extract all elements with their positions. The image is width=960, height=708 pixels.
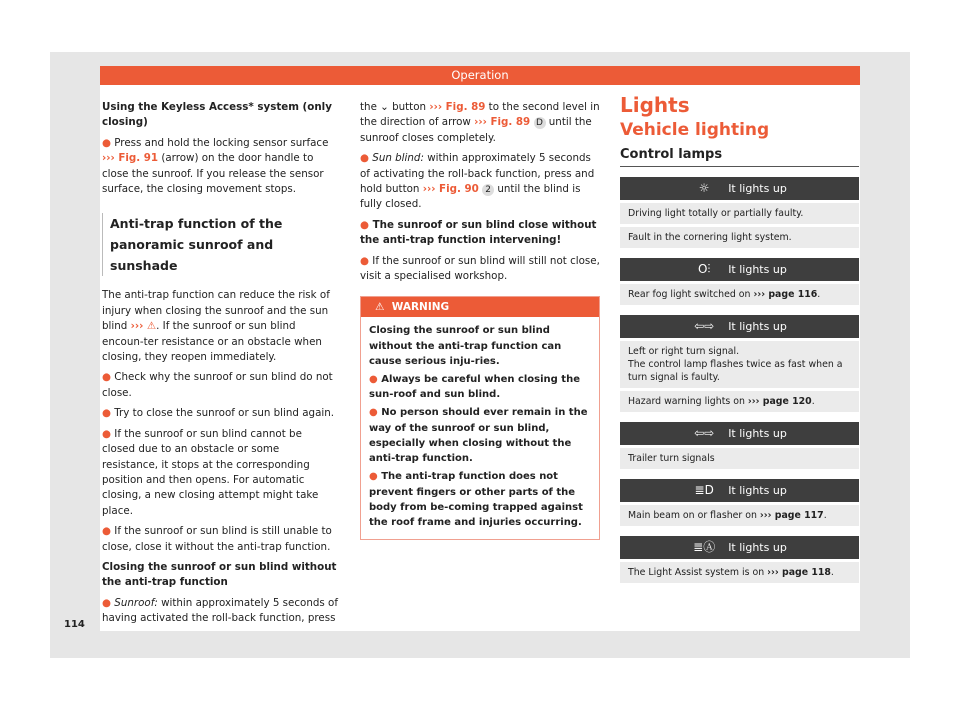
list-item: ● Check why the sunroof or sun blind do not close. <box>102 371 333 399</box>
callout-circle: 2 <box>482 184 494 196</box>
button-icon: ⌄ <box>380 101 389 113</box>
lamp-block <box>620 479 859 526</box>
lamp-row: Hazard warning lights on ››› page 120. <box>620 391 859 412</box>
list-item: ● The sunroof or sun blind close without the anti-trap function intervening! <box>360 218 597 247</box>
lamp-block <box>620 258 859 305</box>
lamp-row: Driving light totally or partially faulty. <box>620 203 859 224</box>
bullet-icon: ● <box>102 596 111 609</box>
list-item: ● If the sunroof or sun blind is still unable to close, close it without the anti-trap function. <box>102 525 332 553</box>
lamp-row: Rear fog light switched on ››› page 116. <box>620 284 859 305</box>
lamp-header: ☼ It lights up <box>620 177 859 200</box>
trailer-turn-icon: ⇦⇨ <box>694 426 715 441</box>
title-control-lamps: Control lamps <box>620 147 859 167</box>
list-item: ● Try to close the sunroof or sun blind again. <box>102 407 335 420</box>
lamp-header: ⇦⇨ It lights up <box>620 422 859 445</box>
turn-signal-icon: ⇦⇨ <box>694 319 715 334</box>
lamp-row: Main beam on or flasher on ››› page 117. <box>620 505 859 526</box>
antitrap-heading: Anti-trap function of the panoramic sunroof and sunshade <box>102 213 338 276</box>
callout-circle: D <box>534 117 546 129</box>
bullet-icon: ● <box>102 427 111 440</box>
bullet-icon: ● <box>102 136 111 149</box>
keyless-heading: Using the Keyless Access* system (only closing) <box>102 101 332 129</box>
lamp-row: Left or right turn signal. The control lamp flashes twice as fast when a turn signal is faulty. <box>620 341 859 388</box>
warning-link[interactable]: ››› ⚠ <box>130 320 157 333</box>
column-1 <box>102 100 338 632</box>
keyless-bullet: ● Press and hold the locking sensor surface ››› Fig. 91 (arrow) on the door handle to close the sunroof. If you release the sensor surface, the closing movement stops. <box>102 136 329 196</box>
bullet-icon: ● <box>102 407 111 420</box>
lamp-block <box>620 177 859 248</box>
bullet-icon: ● <box>369 407 378 419</box>
bullet-icon: ● <box>369 471 378 483</box>
list-item: ● The anti-trap function does not prevent fingers or other parts of the body from be-coming trapped against the roof frame and injuries occurring. <box>369 471 583 528</box>
main-beam-icon: ≣D <box>694 483 714 498</box>
list-item: ● No person should ever remain in the way of the sunroof or sun blind, especially when closing without the anti-trap function. <box>369 407 588 465</box>
lamp-block <box>620 536 859 583</box>
bulb-icon: ☼ <box>698 181 710 196</box>
column-2 <box>360 100 600 540</box>
bullet-icon: ● <box>360 152 369 165</box>
lamp-header: O⫶ It lights up <box>620 258 859 281</box>
bullet-icon: ● <box>102 371 111 384</box>
warning-header: ⚠ WARNING <box>361 297 599 317</box>
title-vehicle-lighting: Vehicle lighting <box>620 120 770 141</box>
title-lights: Lights <box>620 93 690 117</box>
warning-body: Closing the sunroof or sun blind without the anti-trap function can cause serious inju-ries. ● Always be careful when closing the sun-roof and sun blind. ● No person should ever remain in the way of the sunroof or sun blind, especially when closing without the anti-trap function. ● The anti-trap function does not prevent fingers or other parts of the body from be-coming trapped against the roof frame and injuries occurring. <box>361 317 599 539</box>
fig-link[interactable]: ››› Fig. 89 <box>474 116 531 129</box>
lamp-row: Fault in the cornering light system. <box>620 227 859 248</box>
section-header: Operation <box>100 66 860 85</box>
page-link[interactable]: ››› page 118 <box>767 567 831 579</box>
lamp-header: ⇦⇨ It lights up <box>620 315 859 338</box>
column-3 <box>620 93 859 583</box>
lamp-block <box>620 315 859 412</box>
page-number: 114 <box>64 619 85 630</box>
fig-link[interactable]: ››› Fig. 89 <box>429 101 486 113</box>
lamp-row: The Light Assist system is on ››› page 118. <box>620 562 859 583</box>
list-item: ● Always be careful when closing the sun-roof and sun blind. <box>369 374 580 401</box>
bullet-icon: ● <box>369 374 378 386</box>
light-assist-icon: ≣Ⓐ <box>693 540 716 555</box>
bullet-icon: ● <box>102 525 111 538</box>
lamp-header: ≣D It lights up <box>620 479 859 502</box>
rear-fog-icon: O⫶ <box>697 262 711 277</box>
warning-icon: ⚠ <box>375 301 385 314</box>
list-item: ● Sun blind: within approximately 5 seconds of activating the roll-back function, press and hold button ››› Fig. 90 2 until the blind is fully closed. <box>360 152 595 211</box>
continued-paragraph: the ⌄ button ››› Fig. 89 to the second level in the direction of arrow ››› Fig. 89 D until the sunroof closes completely. <box>360 101 600 144</box>
lamp-row: Trailer turn signals <box>620 448 859 469</box>
closing-heading: Closing the sunroof or sun blind without the anti-trap function <box>102 560 337 589</box>
page-link[interactable]: ››› page 120 <box>747 396 812 408</box>
fig-link[interactable]: ››› Fig. 91 <box>102 152 159 165</box>
fig-link[interactable]: ››› Fig. 90 <box>422 183 479 196</box>
lamp-header: ≣Ⓐ It lights up <box>620 536 859 559</box>
list-item: ● If the sunroof or sun blind cannot be closed due to an obstacle or some resistance, it stops at the corresponding position and then opens. For automatic closing, a new closing attempt might take place. <box>102 427 319 517</box>
warning-box <box>360 296 600 540</box>
bullet-icon: ● <box>360 218 369 231</box>
antitrap-intro: The anti-trap function can reduce the risk of injury when closing the sunroof and the sun blind ››› ⚠. If the sunroof or sun blind encoun-ter resistance or an obstacle when closing, they reopen immediately. <box>102 289 330 364</box>
lamp-block <box>620 422 859 469</box>
page-link[interactable]: ››› page 116 <box>753 289 818 301</box>
list-item: ● Sunroof: within approximately 5 seconds of having activated the roll-back function, press <box>102 596 338 625</box>
page-link[interactable]: ››› page 117 <box>759 510 824 522</box>
list-item: ● If the sunroof or sun blind will still not close, visit a specialised workshop. <box>360 254 600 283</box>
bullet-icon: ● <box>360 254 369 267</box>
